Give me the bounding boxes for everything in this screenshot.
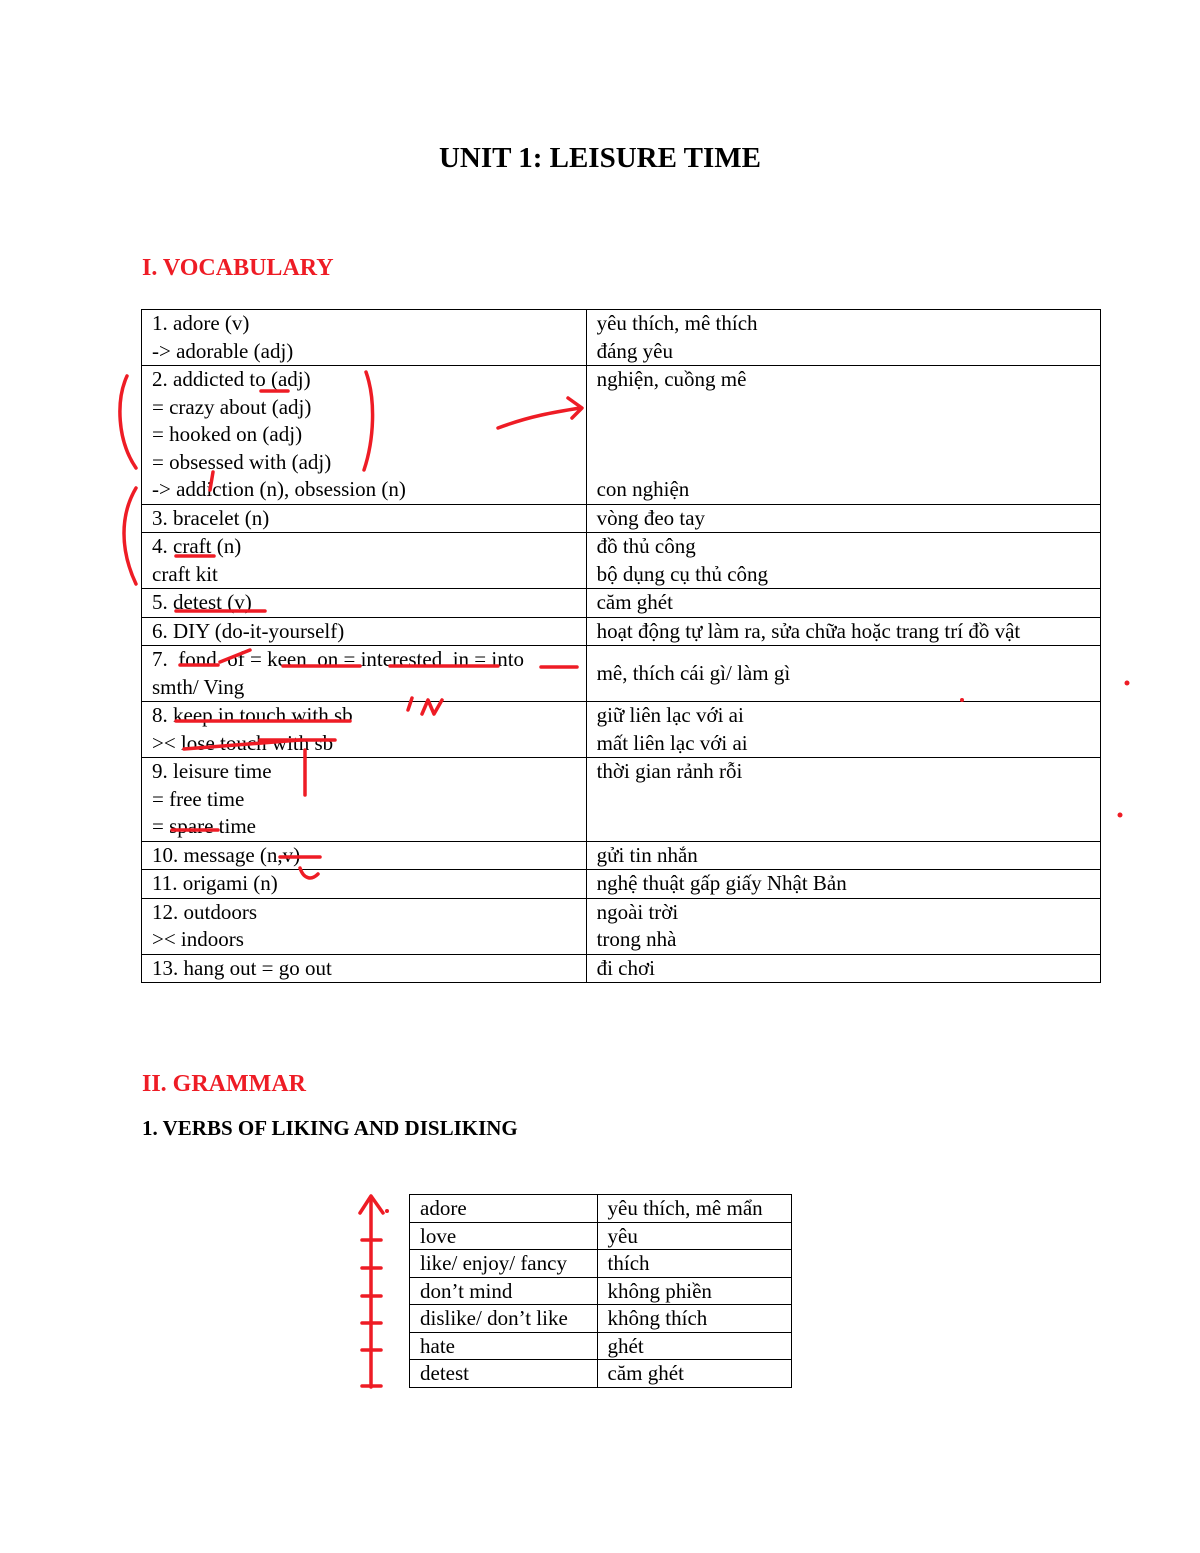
vocab-term: 2. addicted to (adj) <box>152 367 311 391</box>
vocab-meaning-cell <box>586 898 1100 954</box>
vocab-term: 13. hang out = go out <box>152 955 332 980</box>
vocab-term-cell <box>142 504 587 533</box>
vocab-term: 4. craft (n) <box>152 534 242 558</box>
verb-row <box>410 1305 792 1333</box>
vocab-term: 7. fond of = keen on = interested in = into <box>152 647 525 671</box>
dot-mark <box>1125 681 1130 686</box>
arrow-head-icon <box>360 1196 383 1213</box>
vocab-meaning-cell <box>586 841 1100 870</box>
verb-row <box>410 1222 792 1250</box>
vocab-meaning: mê, thích cái gì/ làm gì <box>596 660 791 685</box>
vocab-row <box>142 841 1101 870</box>
blank-line <box>597 394 1100 422</box>
vocab-term-cell <box>142 898 587 954</box>
left-bracket-mark <box>120 376 136 468</box>
vocab-row <box>142 702 1101 758</box>
verb-row <box>410 1195 792 1223</box>
vocab-term: = free time <box>152 786 245 811</box>
vocab-row <box>142 870 1101 899</box>
vocab-term: craft kit <box>152 561 218 586</box>
verb-meaning-cell: không phiền <box>597 1277 791 1305</box>
vocab-row <box>142 533 1101 589</box>
verb-meaning-cell: không thích <box>597 1305 791 1333</box>
vocab-row <box>142 898 1101 954</box>
vocab-meaning: mất liên lạc với ai <box>596 730 748 755</box>
vocab-meaning: ngoài trời <box>596 899 679 924</box>
verb-meaning-cell: yêu thích, mê mẩn <box>597 1195 791 1223</box>
vocab-meaning: thời gian rảnh rỗi <box>596 759 743 783</box>
vocab-row <box>142 504 1101 533</box>
vocab-meaning-cell <box>586 646 1100 702</box>
verb-meaning-cell: yêu <box>597 1222 791 1250</box>
vocab-meaning-cell <box>586 758 1100 842</box>
bracket-mark-lower <box>124 488 136 584</box>
vocab-meaning-cell <box>586 589 1100 618</box>
vocab-row <box>142 954 1101 983</box>
verb-cell: dislike/ don’t like <box>410 1305 598 1333</box>
vocab-term-cell <box>142 533 587 589</box>
subsection-heading: 1. VERBS OF LIKING AND DISLIKING <box>142 1116 518 1140</box>
vocab-meaning-cell <box>586 366 1100 505</box>
verb-row <box>410 1277 792 1305</box>
vocab-term: 1. adore (v) <box>152 311 250 335</box>
verb-row <box>410 1332 792 1360</box>
vocab-term-cell <box>142 589 587 618</box>
vocab-term: 9. leisure time <box>152 759 272 783</box>
verb-cell: love <box>410 1222 598 1250</box>
vocab-term: 5. detest (v) <box>152 590 252 614</box>
vocab-row <box>142 310 1101 366</box>
vocab-meaning: bộ dụng cụ thủ công <box>596 561 769 586</box>
vocab-meaning: nghệ thuật gấp giấy Nhật Bản <box>596 871 847 895</box>
blank-line <box>597 421 1100 449</box>
vocabulary-table <box>141 309 1101 983</box>
vocab-term: smth/ Ving <box>152 674 245 699</box>
vocab-meaning: yêu thích, mê thích <box>596 311 758 335</box>
vocab-meaning: đồ thủ công <box>596 534 696 558</box>
vocab-meaning-cell <box>586 702 1100 758</box>
vocab-meaning: đi chơi <box>596 955 655 980</box>
vocab-term-cell <box>142 954 587 983</box>
vocab-row <box>142 589 1101 618</box>
verb-cell: like/ enjoy/ fancy <box>410 1250 598 1278</box>
vocab-row <box>142 366 1101 505</box>
vocab-term: >< lose touch with sb <box>152 730 334 755</box>
vocab-row <box>142 646 1101 702</box>
verb-meaning-cell: thích <box>597 1250 791 1278</box>
verb-cell: adore <box>410 1195 598 1223</box>
dot-mark <box>385 1209 389 1213</box>
vocab-meaning: hoạt động tự làm ra, sửa chữa hoặc trang trí đồ vật <box>596 618 1021 643</box>
vocab-term: = crazy about (adj) <box>152 394 312 419</box>
vocab-term-cell <box>142 758 587 842</box>
vocab-term: 8. keep in touch with sb <box>152 703 353 727</box>
vocab-term: 3. bracelet (n) <box>152 505 270 530</box>
vocab-term: = obsessed with (adj) <box>152 449 332 474</box>
vocab-meaning: trong nhà <box>596 927 677 951</box>
vocab-row <box>142 617 1101 646</box>
vocab-term: -> addiction (n), obsession (n) <box>152 477 406 501</box>
page-title: UNIT 1: LEISURE TIME <box>438 142 762 174</box>
verb-cell: don’t mind <box>410 1277 598 1305</box>
vocab-meaning: đáng yêu <box>596 338 673 363</box>
vocab-term: 10. message (n,v) <box>152 842 301 867</box>
vocab-term: = hooked on (adj) <box>152 422 303 446</box>
vocab-meaning-cell <box>586 617 1100 646</box>
vocab-meaning: giữ liên lạc với ai <box>596 703 744 727</box>
vocab-meaning: gửi tin nhắn <box>596 842 698 867</box>
vocab-term-cell <box>142 310 587 366</box>
verb-meaning-cell: căm ghét <box>597 1360 791 1388</box>
verb-cell: hate <box>410 1332 598 1360</box>
vocab-term: >< indoors <box>152 927 244 951</box>
vocab-meaning: nghiện, cuồng mê <box>596 367 747 391</box>
dot-mark <box>1118 813 1123 818</box>
vocab-term-cell <box>142 646 587 702</box>
vocab-term: 11. origami (n) <box>152 871 278 895</box>
verbs-of-liking-table <box>409 1194 792 1388</box>
verb-row <box>410 1250 792 1278</box>
vocab-meaning-cell <box>586 533 1100 589</box>
vocab-term: 6. DIY (do-it-yourself) <box>152 618 345 643</box>
vocab-term-cell <box>142 870 587 899</box>
vocab-meaning-cell <box>586 504 1100 533</box>
vocab-term: = spare time <box>152 814 256 838</box>
vocab-meaning: con nghiện <box>596 477 690 501</box>
blank-line <box>597 449 1100 477</box>
vocab-row <box>142 758 1101 842</box>
vocab-meaning-cell <box>586 954 1100 983</box>
vocab-term: 12. outdoors <box>152 899 257 924</box>
verb-meaning-cell: ghét <box>597 1332 791 1360</box>
vocab-term-cell <box>142 617 587 646</box>
vocab-term-cell <box>142 366 587 505</box>
vocab-term-cell <box>142 841 587 870</box>
vocab-meaning-cell <box>586 310 1100 366</box>
section-heading-grammar: II. GRAMMAR <box>142 1071 306 1097</box>
vocab-meaning: vòng đeo tay <box>596 505 706 530</box>
verb-cell: detest <box>410 1360 598 1388</box>
vocab-meaning-cell <box>586 870 1100 899</box>
vocab-term-cell <box>142 702 587 758</box>
section-heading-vocabulary: I. VOCABULARY <box>142 255 334 281</box>
vocab-term: -> adorable (adj) <box>152 338 294 363</box>
verb-row <box>410 1360 792 1388</box>
vocab-meaning: căm ghét <box>596 590 673 614</box>
